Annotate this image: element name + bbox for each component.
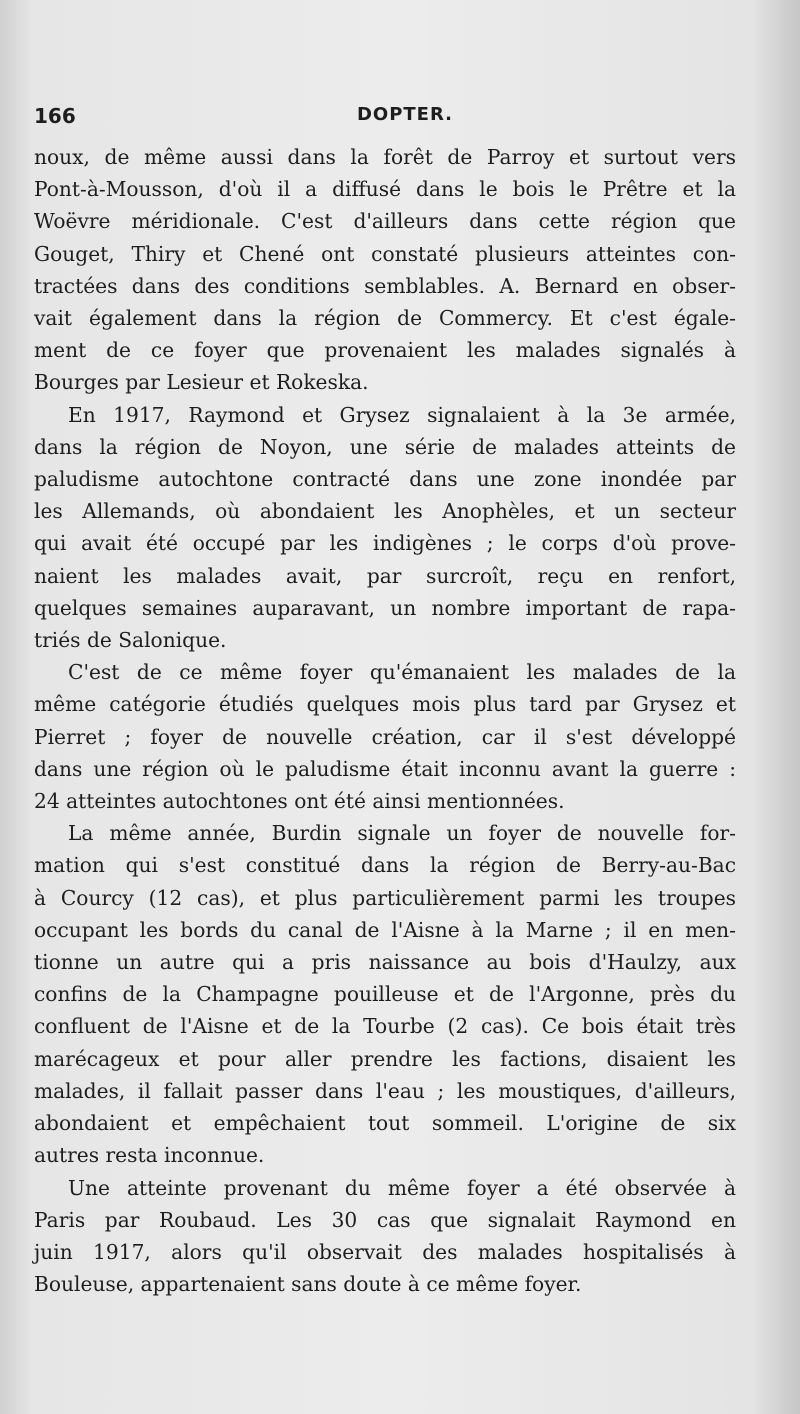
- text-line: La même année, Burdin signale un foyer de nouvelle for-: [68, 821, 736, 846]
- text-line: C'est de ce même foyer qu'émanaient les malades de la: [68, 660, 736, 685]
- text-line: noux, de même aussi dans la forêt de Parroy et surtout vers: [34, 145, 736, 169]
- text-line: quelques semaines auparavant, un nombre important de rapa-: [34, 595, 736, 620]
- text-line: malades, il fallait passer dans l'eau ; les moustiques, d'ailleurs,: [34, 1078, 736, 1103]
- text-line: les Allemands, où abondaient les Anophèles, et un secteur: [34, 499, 736, 524]
- text-line: Gouget, Thiry et Chené ont constaté plusieurs atteintes con-: [34, 241, 736, 266]
- text-line: occupant les bords du canal de l'Aisne à la Marne ; il en men-: [34, 917, 736, 942]
- text-line: dans une région où le paludisme était inconnu avant la guerre :: [34, 756, 736, 781]
- text-line: même catégorie étudiés quelques mois plus tard par Grysez et: [34, 692, 736, 717]
- page-number: 166: [34, 104, 76, 128]
- text-line: Pierret ; foyer de nouvelle création, car il s'est développé: [34, 724, 736, 749]
- text-line: Woëvre méridionale. C'est d'ailleurs dans cette région que: [34, 209, 736, 234]
- text-line: naient les malades avait, par surcroît, reçu en renfort,: [34, 563, 736, 588]
- body-text: [34, 141, 736, 1300]
- paragraph: [34, 1172, 736, 1301]
- text-line: à Courcy (12 cas), et plus particulièrement parmi les troupes: [34, 885, 736, 910]
- text-line: En 1917, Raymond et Grysez signalaient à la 3e armée,: [68, 402, 736, 427]
- text-line: autres resta inconnue.: [34, 1143, 265, 1168]
- text-line: tionne un autre qui a pris naissance au bois d'Haulzy, aux: [34, 950, 736, 975]
- text-line: Bourges par Lesieur et Rokeska.: [34, 370, 369, 395]
- text-line: mation qui s'est constitué dans la région de Berry-au-Bac: [34, 853, 736, 878]
- text-line: dans la région de Noyon, une série de malades atteints de: [34, 434, 736, 459]
- text-line: tractées dans des conditions semblables. A. Bernard en obser-: [34, 273, 736, 298]
- text-line: qui avait été occupé par les indigènes ; le corps d'où prove-: [34, 531, 736, 556]
- text-line: Une atteinte provenant du même foyer a été observée à: [68, 1175, 736, 1200]
- running-head: DOPTER.: [356, 104, 454, 125]
- paragraph: [34, 656, 736, 817]
- text-line: Pont-à-Mousson, d'où il a diffusé dans le bois le Prêtre et la: [34, 177, 736, 202]
- paragraph: [34, 141, 736, 399]
- text-line: ment de ce foyer que provenaient les malades signalés à: [34, 338, 736, 363]
- text-line: confins de la Champagne pouilleuse et de l'Argonne, près du: [34, 982, 736, 1007]
- text-line: confluent de l'Aisne et de la Tourbe (2 cas). Ce bois était très: [34, 1014, 736, 1039]
- paragraph: [34, 817, 736, 1171]
- page-header: [34, 104, 736, 134]
- text-line: paludisme autochtone contracté dans une zone inondée par: [34, 467, 736, 492]
- text-line: Bouleuse, appartenaient sans doute à ce même foyer.: [34, 1272, 582, 1297]
- text-line: triés de Salonique.: [34, 628, 227, 653]
- text-line: juin 1917, alors qu'il observait des malades hospitalisés à: [34, 1239, 736, 1264]
- text-line: vait également dans la région de Commercy. Et c'est égale-: [34, 306, 736, 331]
- text-line: Paris par Roubaud. Les 30 cas que signalait Raymond en: [34, 1207, 736, 1232]
- text-line: marécageux et pour aller prendre les factions, disaient les: [34, 1046, 736, 1071]
- text-line: 24 atteintes autochtones ont été ainsi mentionnées.: [34, 789, 565, 814]
- paragraph: [34, 399, 736, 657]
- text-line: abondaient et empêchaient tout sommeil. L'origine de six: [34, 1111, 736, 1136]
